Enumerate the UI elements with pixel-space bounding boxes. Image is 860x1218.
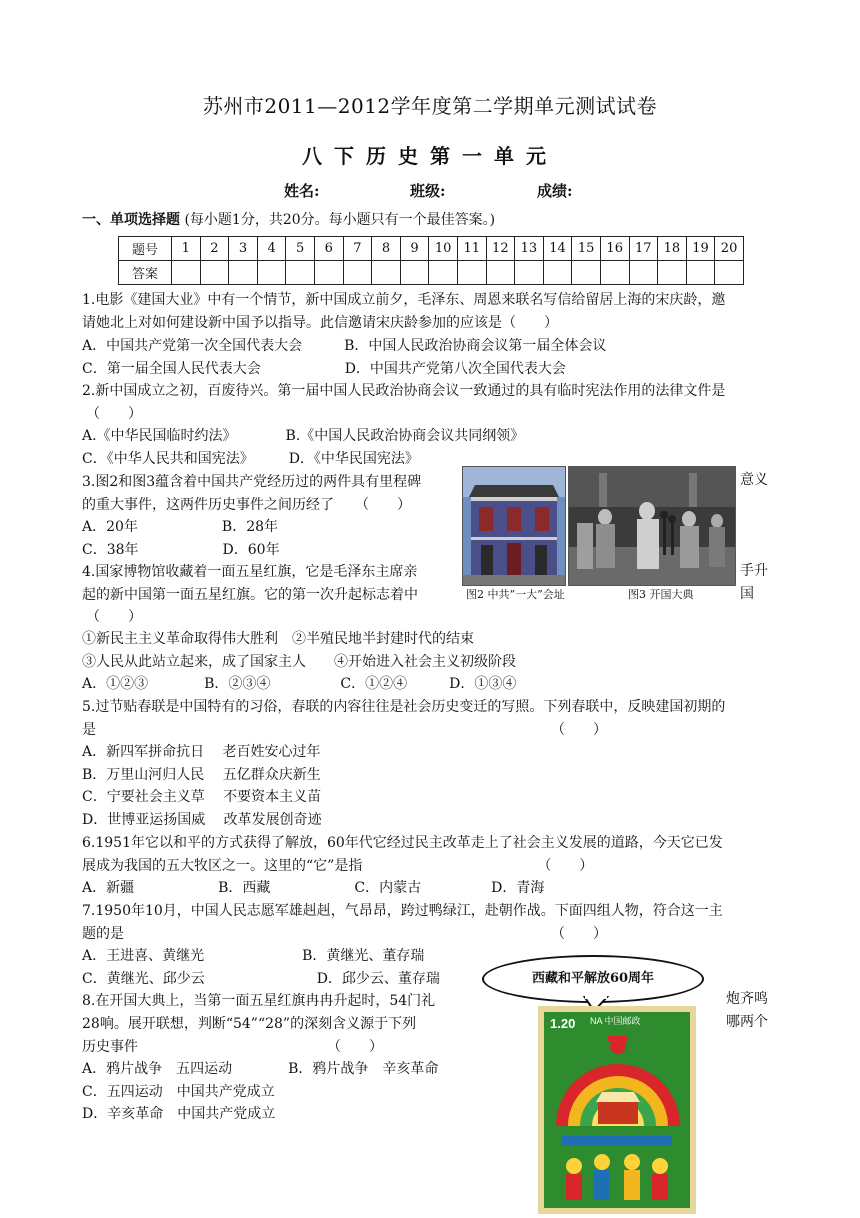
section-heading	[82, 209, 495, 229]
text-line: 展成为我国的五大牧区之一。这里的“它”是指 （ ）	[82, 858, 594, 874]
text-line: 的重大事件，这两件历史事件之间历经了 （ ）	[82, 497, 411, 513]
q8-fragment-b: 哪两个	[726, 1014, 768, 1030]
answer-cell[interactable]	[172, 261, 201, 285]
answer-cell[interactable]	[257, 261, 286, 285]
text-line: 题的是 （ ）	[82, 926, 607, 942]
answer-table	[118, 236, 744, 285]
text-line: ③人民从此站立起来，成了国家主人 ④开始进入社会主义初级阶段	[82, 654, 516, 670]
question-number-cell: 3	[229, 237, 258, 261]
answer-cell[interactable]	[600, 261, 629, 285]
exam-title: 苏州市2011—2012学年度第二学期单元测试试卷	[202, 94, 658, 118]
founding-ceremony-photo	[568, 466, 736, 586]
q4-fragment-b: 国	[740, 586, 754, 602]
question-number-cell: 19	[686, 237, 715, 261]
answer-cell[interactable]	[572, 261, 601, 285]
stamp-value: 1.20	[550, 1016, 576, 1031]
tibet-liberation-stamp	[538, 1006, 696, 1214]
text-line: C．《中华人民共和国宪法》 D．《中华民国宪法》	[82, 451, 419, 467]
class-label: 班级:	[410, 182, 446, 200]
answer-cell[interactable]	[286, 261, 315, 285]
question-number-cell: 14	[543, 237, 572, 261]
question-number-cell: 13	[515, 237, 544, 261]
answer-cell[interactable]	[629, 261, 658, 285]
question-number-cell: 9	[400, 237, 429, 261]
q3-fragment: 意义	[740, 472, 768, 488]
question-number-cell: 20	[715, 237, 744, 261]
question-number-cell: 11	[457, 237, 486, 261]
text-line: B．万里山河归人民 五亿群众庆新生	[82, 767, 321, 783]
text-line: 3.图2和图3蕴含着中国共产党经历过的两件具有里程碑	[82, 474, 422, 490]
name-label: 姓名:	[284, 182, 320, 200]
section-title: 一、单项选择题	[82, 212, 180, 228]
text-line: A．鸦片战争 五四运动 B．鸦片战争 辛亥革命	[82, 1061, 439, 1077]
question-number-cell: 10	[429, 237, 458, 261]
question-number-cell: 4	[257, 237, 286, 261]
answer-cell[interactable]	[715, 261, 744, 285]
row-label-answer: 答案	[119, 261, 172, 285]
question-number-cell: 1	[172, 237, 201, 261]
text-line: 4.国家博物馆收藏着一面五星红旗，它是毛泽东主席亲	[82, 564, 418, 580]
text-line: 7.1950年10月，中国人民志愿军雄赳赳，气昂昂，跨过鸭绿江，赴朝作战。下面四组人物，符合这一主	[82, 903, 723, 919]
question-number-row	[119, 237, 744, 261]
question-number-cell: 18	[658, 237, 687, 261]
answer-cell[interactable]	[314, 261, 343, 285]
text-line: 起的新中国第一面五星红旗。它的第一次升起标志着中	[82, 587, 418, 603]
q8-fragment-a: 炮齐鸣	[726, 991, 768, 1007]
text-line: A．①②③ B．②③④ C．①②④ D．①③④	[82, 676, 517, 692]
section-note: (每小题1分，共20分。每小题只有一个最佳答案。)	[184, 212, 496, 228]
text-line: 28响。展开联想，判断“54”“28”的深刻含义源于下列	[82, 1016, 417, 1032]
answer-cell[interactable]	[515, 261, 544, 285]
text-line: 历史事件 （ ）	[82, 1039, 383, 1055]
answer-cell[interactable]	[686, 261, 715, 285]
answer-cell[interactable]	[372, 261, 401, 285]
answer-cell[interactable]	[486, 261, 515, 285]
answer-cell[interactable]	[457, 261, 486, 285]
text-line: 8.在开国大典上，当第一面五星红旗冉冉升起时，54门礼	[82, 993, 436, 1009]
stamp-brand: NA 中国邮政	[590, 1016, 641, 1026]
text-line: C．第一届全国人民代表大会 D．中国共产党第八次全国代表大会	[82, 361, 566, 377]
answer-cell[interactable]	[400, 261, 429, 285]
text-line: D．世博亚运扬国威 改革发展创奇迹	[82, 812, 322, 828]
text-line: C．宁要社会主义草 不要资本主义苗	[82, 789, 322, 805]
text-line: C．黄继光、邱少云 D．邱少云、董存瑞	[82, 971, 440, 987]
text-line: 6.1951年它以和平的方式获得了解放，60年代它经过民主改革走上了社会主义发展的道路，今天它已发	[82, 835, 723, 851]
text-line: A．20年 B．28年	[82, 519, 279, 535]
answer-cell[interactable]	[429, 261, 458, 285]
row-label-number: 题号	[119, 237, 172, 261]
text-line: C．五四运动 中国共产党成立	[82, 1084, 275, 1100]
answer-cell[interactable]	[229, 261, 258, 285]
text-line: A．王进喜、黄继光 B．黄继光、董存瑞	[82, 948, 425, 964]
text-line: ①新民主主义革命取得伟大胜利 ②半殖民地半封建时代的结束	[82, 631, 474, 647]
question-number-cell: 15	[572, 237, 601, 261]
question-number-cell: 5	[286, 237, 315, 261]
question-number-cell: 2	[200, 237, 229, 261]
text-line: 是 （ ）	[82, 722, 607, 738]
question-number-cell: 16	[600, 237, 629, 261]
text-line: A．新疆 B．西藏 C．内蒙古 D．青海	[82, 880, 545, 896]
question-number-cell: 6	[314, 237, 343, 261]
text-line: C．38年 D．60年	[82, 542, 280, 558]
stamp-title-bubble: 西藏和平解放60周年	[482, 955, 704, 1003]
text-line: 请她北上对如何建设新中国予以指导。此信邀请宋庆龄参加的应该是（ ）	[82, 315, 558, 331]
exam-subtitle: 八下历史第一单元	[302, 144, 558, 168]
answer-cell[interactable]	[343, 261, 372, 285]
text-line: 1.电影《建国大业》中有一个情节，新中国成立前夕，毛泽东、周恩来联名写信给留居上海的宋庆龄，邀	[82, 292, 726, 308]
text-line: 2.新中国成立之初，百废待兴。第一届中国人民政治协商会议一致通过的具有临时宪法作用的法律文件是	[82, 383, 726, 399]
text-line: （ ）	[86, 609, 142, 625]
answer-cell[interactable]	[200, 261, 229, 285]
text-line: 5.过节贴春联是中国特有的习俗，春联的内容往往是社会历史变迁的写照。下列春联中，反映建国初期的	[82, 699, 726, 715]
question-number-cell: 8	[372, 237, 401, 261]
question-number-cell: 7	[343, 237, 372, 261]
text-line: （ ）	[86, 406, 142, 422]
stamp-artwork	[538, 1006, 696, 1214]
figure3-caption: 图3 开国大典	[628, 588, 694, 601]
question-number-cell: 12	[486, 237, 515, 261]
figure2-caption: 图2 中共“一大”会址	[466, 588, 565, 601]
text-line: A.《中华民国临时约法》 B.《中国人民政治协商会议共同纲领》	[82, 428, 525, 444]
question-number-cell: 17	[629, 237, 658, 261]
cpc-congress-site-photo	[462, 466, 566, 586]
text-line: A．新四军拼命抗日 老百姓安心过年	[82, 744, 321, 760]
q4-fragment-a: 手升	[740, 563, 768, 579]
score-label: 成绩:	[537, 182, 573, 200]
answer-row	[119, 261, 744, 285]
text-line: A．中国共产党第一次全国代表大会 B．中国人民政治协商会议第一届全体会议	[82, 338, 607, 354]
answer-cell[interactable]	[543, 261, 572, 285]
text-line: D．辛亥革命 中国共产党成立	[82, 1106, 276, 1122]
answer-cell[interactable]	[658, 261, 687, 285]
